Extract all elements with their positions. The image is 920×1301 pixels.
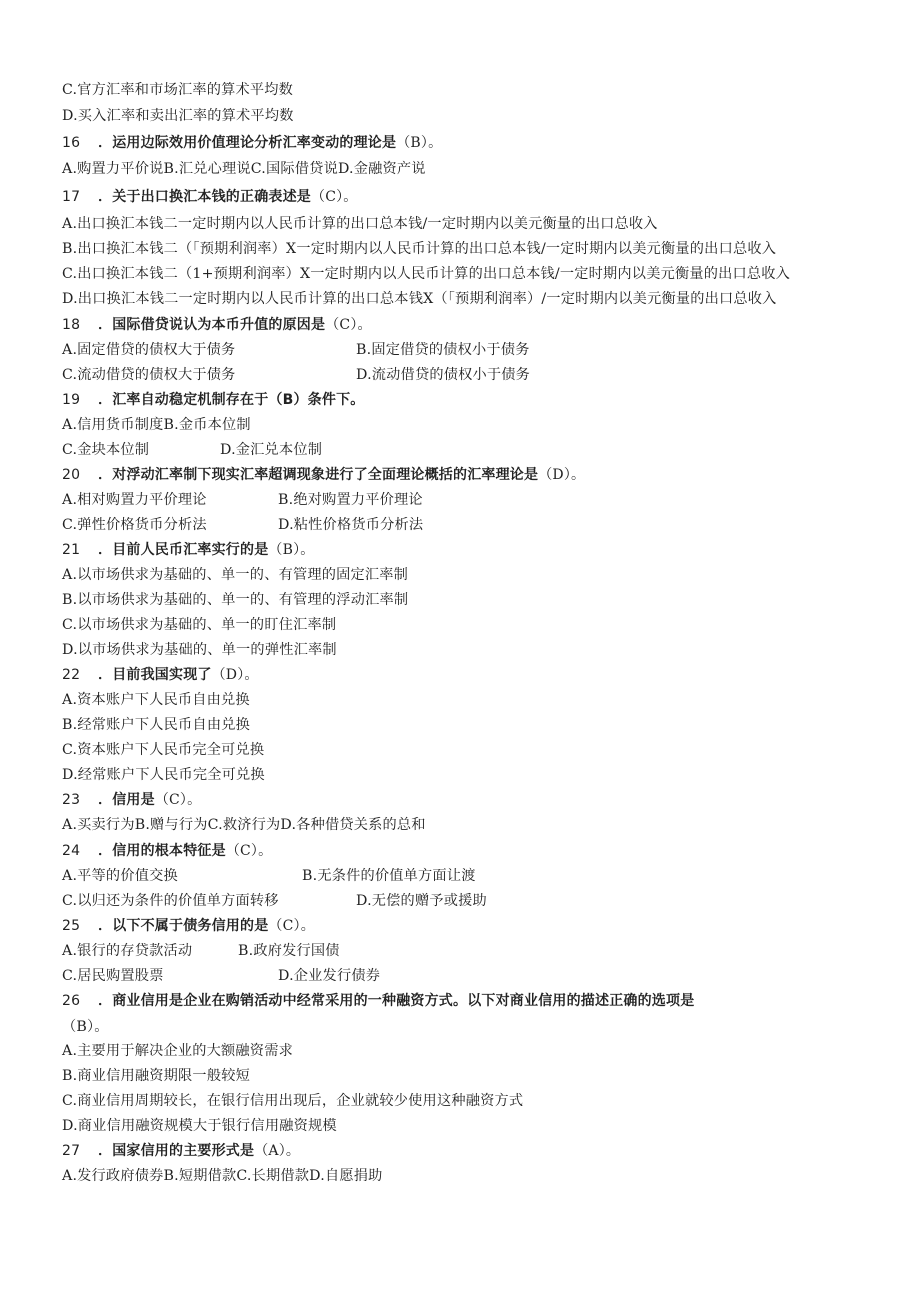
option-line: D.买入汇率和卖出汇率的算术平均数 bbox=[62, 108, 294, 124]
answer-key: （C）。 bbox=[225, 843, 273, 859]
option-line: A.主要用于解决企业的大额融资需求 bbox=[62, 1043, 293, 1059]
option-text: D.无偿的赠予或援助 bbox=[356, 893, 487, 909]
option-line: D.出口换汇本钱二一定时期内以人民币计算的出口总本钱X（「预期利润率）/一定时期内以美元衡量的出口总收入 bbox=[62, 291, 777, 307]
question-number: 25 bbox=[62, 918, 81, 934]
question-number: 24 bbox=[62, 843, 81, 859]
option-line: C.商业信用周期较长，在银行信用出现后，企业就较少使用这种融资方式 bbox=[62, 1093, 524, 1109]
option-line: C.以市场供求为基础的、单一的盯住汇率制 bbox=[62, 617, 337, 633]
option-line: B.经常账户下人民币自由兑换 bbox=[62, 717, 250, 733]
option-line: （B）。 bbox=[62, 1019, 109, 1035]
option-text: B.政府发行国债 bbox=[238, 943, 340, 959]
option-line: B.商业信用融资期限一般较短 bbox=[62, 1068, 250, 1084]
question-17 bbox=[62, 187, 358, 207]
option-row bbox=[62, 515, 862, 535]
question-text: ．国家信用的主要形式是 bbox=[98, 1143, 255, 1159]
question-number: 21 bbox=[62, 542, 81, 558]
option-text: A.固定借贷的债权大于债务 bbox=[62, 342, 236, 358]
option-line: A.买卖行为B.赠与行为C.救济行为D.各种借贷关系的总和 bbox=[62, 817, 426, 833]
option-text: D.企业发行债券 bbox=[278, 968, 381, 984]
question-19 bbox=[62, 390, 364, 410]
question-text: ．关于出口换汇本钱的正确表述是 bbox=[98, 189, 311, 205]
question-27 bbox=[62, 1141, 300, 1161]
option-text: C.居民购置股票 bbox=[62, 968, 164, 984]
option-row bbox=[62, 340, 862, 360]
option-line: C.官方汇率和市场汇率的算术平均数 bbox=[62, 82, 294, 98]
question-26 bbox=[62, 991, 694, 1011]
option-text: C.以归还为条件的价值单方面转移 bbox=[62, 893, 279, 909]
question-text: ．国际借贷说认为本币升值的原因是 bbox=[98, 317, 326, 333]
question-number: 19 bbox=[62, 392, 81, 408]
option-row bbox=[62, 440, 862, 460]
option-line: A.信用货币制度B.金币本位制 bbox=[62, 417, 251, 433]
option-row bbox=[62, 941, 862, 961]
answer-key: （C）。 bbox=[325, 317, 372, 333]
option-line: C.出口换汇本钱二（1+预期利润率）X一定时期内以人民币计算的出口总本钱/一定时期内以美元衡量的出口总收入 bbox=[62, 266, 791, 282]
option-text: B.绝对购置力平价理论 bbox=[278, 492, 423, 508]
option-row bbox=[62, 866, 862, 886]
question-number: 27 bbox=[62, 1143, 81, 1159]
question-21 bbox=[62, 540, 315, 560]
option-text: C.流动借贷的债权大于债务 bbox=[62, 367, 236, 383]
question-22 bbox=[62, 665, 259, 685]
question-16 bbox=[62, 133, 442, 153]
answer-key: （C）。 bbox=[311, 189, 358, 205]
option-line: B.以市场供求为基础的、单一的、有管理的浮动汇率制 bbox=[62, 592, 409, 608]
question-text: ．目前我国实现了 bbox=[98, 667, 212, 683]
question-text: ．信用的根本特征是 bbox=[98, 843, 226, 859]
option-line: A.发行政府债券B.短期借款C.长期借款D.自愿捐助 bbox=[62, 1168, 383, 1184]
option-row bbox=[62, 490, 862, 510]
question-text: ．商业信用是企业在购销活动中经常采用的一种融资方式。以下对商业信用的描述正确的选项是 bbox=[98, 993, 695, 1009]
question-number: 26 bbox=[62, 993, 81, 1009]
option-text: A.平等的价值交换 bbox=[62, 868, 178, 884]
answer-key: （A）。 bbox=[254, 1143, 301, 1159]
question-text: ．以下不属于债务信用的是 bbox=[98, 918, 269, 934]
option-line: D.以市场供求为基础的、单一的弹性汇率制 bbox=[62, 642, 337, 658]
question-text: ．信用是 bbox=[98, 792, 155, 808]
option-row bbox=[62, 891, 862, 911]
question-number: 22 bbox=[62, 667, 81, 683]
option-text: D.粘性价格货币分析法 bbox=[278, 517, 424, 533]
answer-key: （C）。 bbox=[268, 918, 315, 934]
option-text: C.弹性价格货币分析法 bbox=[62, 517, 207, 533]
option-row bbox=[62, 966, 862, 986]
question-number: 17 bbox=[62, 189, 81, 205]
option-text: A.相对购置力平价理论 bbox=[62, 492, 207, 508]
question-24 bbox=[62, 841, 272, 861]
option-row bbox=[62, 365, 862, 385]
answer-key: （D）。 bbox=[538, 467, 586, 483]
question-25 bbox=[62, 916, 315, 936]
question-23 bbox=[62, 790, 201, 810]
question-number: 23 bbox=[62, 792, 81, 808]
answer-key: （C）。 bbox=[154, 792, 202, 808]
question-number: 16 bbox=[62, 135, 81, 151]
answer-key: （B）。 bbox=[396, 135, 443, 151]
option-line: D.经常账户下人民币完全可兑换 bbox=[62, 767, 265, 783]
option-text: B.无条件的价值单方面让渡 bbox=[302, 868, 476, 884]
question-text: ．运用边际效用价值理论分析汇率变动的理论是 bbox=[98, 135, 397, 151]
option-line: A.资本账户下人民币自由兑换 bbox=[62, 692, 250, 708]
answer-key: （D）。 bbox=[211, 667, 259, 683]
option-text: D.金汇兑本位制 bbox=[220, 442, 323, 458]
option-line: A.出口换汇本钱二一定时期内以人民币计算的出口总本钱/一定时期内以美元衡量的出口总收入 bbox=[62, 216, 658, 232]
option-line: B.出口换汇本钱二（「预期利润率）X一定时期内以人民币计算的出口总本钱/一定时期内以美元衡量的出口总收入 bbox=[62, 241, 777, 257]
question-text: ．目前人民币汇率实行的是 bbox=[98, 542, 269, 558]
option-line: A.购置力平价说B.汇兑心理说C.国际借贷说D.金融资产说 bbox=[62, 161, 426, 177]
question-text: ．汇率自动稳定机制存在于（B）条件下。 bbox=[98, 392, 365, 408]
option-text: B.固定借贷的债权小于债务 bbox=[356, 342, 530, 358]
option-line: C.资本账户下人民币完全可兑换 bbox=[62, 742, 265, 758]
question-number: 20 bbox=[62, 467, 81, 483]
option-line: D.商业信用融资规模大于银行信用融资规模 bbox=[62, 1118, 337, 1134]
question-18 bbox=[62, 315, 372, 335]
option-text: A.银行的存贷款活动 bbox=[62, 943, 193, 959]
question-number: 18 bbox=[62, 317, 81, 333]
option-line: A.以市场供求为基础的、单一的、有管理的固定汇率制 bbox=[62, 567, 409, 583]
question-20 bbox=[62, 465, 585, 485]
question-text: ．对浮动汇率制下现实汇率超调现象进行了全面理论概括的汇率理论是 bbox=[98, 467, 539, 483]
answer-key: （B）。 bbox=[268, 542, 315, 558]
option-text: D.流动借贷的债权小于债务 bbox=[356, 367, 531, 383]
option-text: C.金块本位制 bbox=[62, 442, 150, 458]
